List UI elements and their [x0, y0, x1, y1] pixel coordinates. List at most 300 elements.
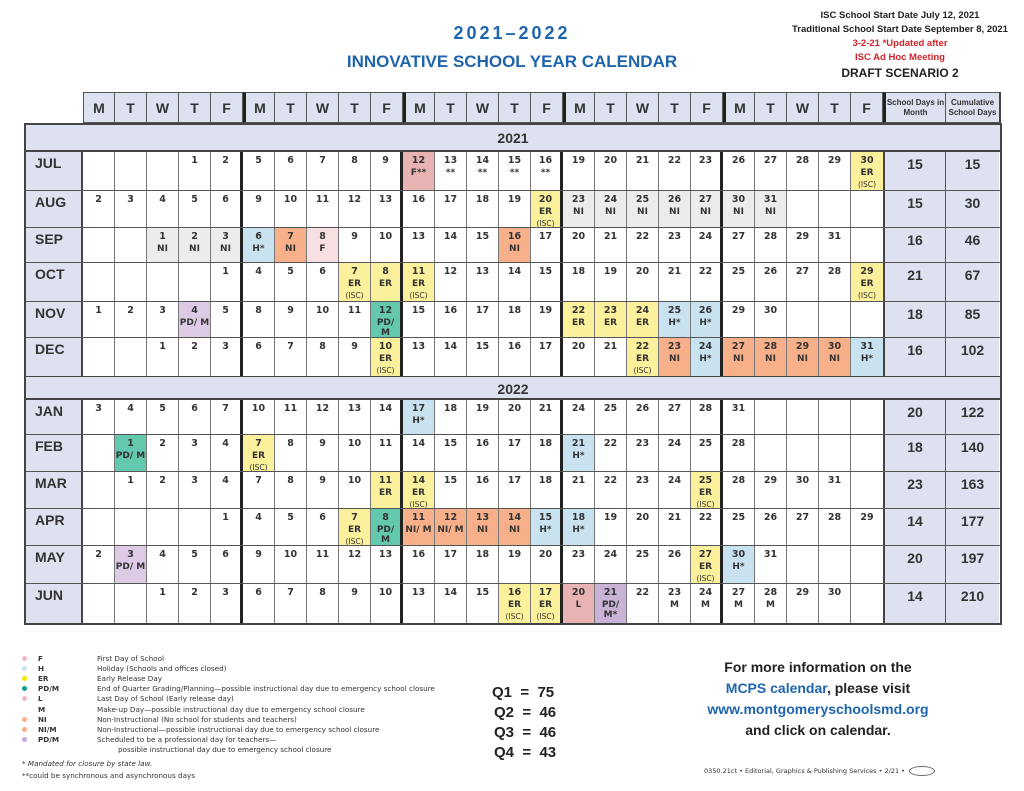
day-number: 21: [667, 266, 682, 277]
empty-cell: [115, 584, 147, 623]
school-days-count: 18: [883, 435, 946, 471]
day-number: 15: [538, 266, 553, 277]
day-code: NI: [637, 207, 648, 217]
day-cell: [531, 584, 563, 623]
day-number: 14: [411, 438, 426, 449]
day-cell: [659, 584, 691, 623]
day-number: 20: [571, 341, 586, 352]
day-number: 11: [347, 305, 362, 316]
day-cell: [723, 400, 755, 434]
day-cell: [627, 546, 659, 583]
day-number: 12: [411, 155, 426, 166]
day-cell: [723, 509, 755, 545]
legend-dot-icon: [22, 656, 27, 661]
weekday-header: T: [179, 92, 211, 123]
day-number: 13: [411, 341, 426, 352]
day-cell: [723, 472, 755, 508]
traditional-start-note: Traditional School Start Date September 8, 2021: [792, 24, 1008, 35]
day-number: 7: [351, 512, 358, 523]
day-number: 28: [827, 512, 842, 523]
day-number: 3: [191, 475, 198, 486]
day-number: 29: [827, 155, 842, 166]
day-cell: [819, 152, 851, 190]
day-number: 8: [319, 587, 326, 598]
day-cell: [147, 546, 179, 583]
empty-cell: [851, 546, 883, 583]
day-number: 25: [698, 475, 713, 486]
cumulative-count: 67: [946, 263, 999, 301]
empty-cell: [787, 435, 819, 471]
school-days-count: 18: [883, 302, 946, 337]
day-number: 4: [159, 549, 166, 560]
day-number: 5: [159, 403, 166, 414]
day-code: PD/ M: [115, 562, 146, 572]
weekday-header: W: [467, 92, 499, 123]
day-code: ER: [635, 318, 650, 328]
month-label: OCT: [26, 263, 83, 301]
day-number: 19: [475, 403, 490, 414]
day-code: NI: [669, 207, 680, 217]
day-cell: [307, 338, 339, 376]
empty-cell: [115, 263, 147, 301]
day-number: 18: [538, 475, 553, 486]
day-number: 25: [603, 403, 618, 414]
day-number: 6: [255, 587, 262, 598]
empty-cell: [83, 263, 115, 301]
day-cell: [243, 338, 275, 376]
footnote-mandated: * Mandated for closure by state law.: [22, 758, 153, 768]
day-code: **: [445, 168, 456, 178]
legend-item: [22, 694, 435, 704]
day-number: 30: [731, 549, 746, 560]
day-number: 18: [538, 438, 553, 449]
day-number: 9: [255, 194, 262, 205]
legend-dot-icon: [22, 666, 27, 671]
day-cell: [563, 152, 595, 190]
day-cell: [691, 228, 723, 262]
day-code: NI/ M: [405, 525, 432, 535]
empty-cell: [851, 584, 883, 623]
legend-item: [22, 663, 435, 673]
day-number: 10: [251, 403, 266, 414]
day-cell: [691, 191, 723, 227]
day-cell: [307, 400, 339, 434]
day-code: L: [575, 600, 582, 610]
day-number: 14: [507, 266, 522, 277]
day-number: 10: [347, 475, 362, 486]
day-number: 15: [443, 438, 458, 449]
day-number: 25: [731, 266, 746, 277]
day-number: 6: [287, 155, 294, 166]
empty-cell: [819, 400, 851, 434]
month-label: FEB: [26, 435, 83, 471]
day-cell: [403, 472, 435, 508]
day-cell: [275, 472, 307, 508]
day-number: 13: [443, 155, 458, 166]
day-number: 1: [222, 266, 229, 277]
day-cell: [467, 400, 499, 434]
day-cell: [435, 302, 467, 337]
day-number: 2: [191, 341, 198, 352]
day-number: 21: [571, 475, 586, 486]
day-number: 18: [475, 194, 490, 205]
day-code: NI: [733, 354, 744, 364]
day-number: 1: [95, 305, 102, 316]
day-number: 10: [378, 341, 393, 352]
day-code: NI: [829, 354, 840, 364]
day-number: 28: [763, 231, 778, 242]
isc-note: (ISC): [345, 291, 364, 300]
day-cell: [115, 435, 147, 471]
day-cell: [531, 472, 563, 508]
day-cell: [243, 472, 275, 508]
day-cell: [819, 472, 851, 508]
legend-text: Last Day of School (Early release day): [97, 694, 234, 704]
day-number: 14: [475, 155, 490, 166]
day-cell: [307, 472, 339, 508]
day-number: 9: [351, 341, 358, 352]
day-number: 27: [795, 512, 810, 523]
empty-cell: [179, 509, 211, 545]
info-line2-rest: , please visit: [826, 680, 911, 696]
credit-line: [704, 766, 935, 776]
day-number: 19: [603, 512, 618, 523]
day-code: H*: [412, 416, 425, 426]
legend-text: Non-Instructional—possible instructional day due to emergency school closure: [97, 724, 380, 734]
day-number: 18: [571, 266, 586, 277]
day-cell: [83, 302, 115, 337]
day-number: 17: [507, 438, 522, 449]
weekday-header: T: [115, 92, 147, 123]
day-cell: [755, 263, 787, 301]
empty-cell: [851, 228, 883, 262]
day-cell: [403, 191, 435, 227]
calendar-body: [24, 123, 1002, 625]
day-number: 23: [635, 475, 650, 486]
day-number: 17: [538, 587, 553, 598]
day-number: 25: [635, 549, 650, 560]
legend-text: End of Quarter Grading/Planning—possible instructional day due to emergency school closure: [97, 684, 435, 694]
day-number: 29: [860, 266, 874, 277]
day-number: 13: [378, 549, 393, 560]
day-cell: [179, 191, 211, 227]
day-code: NI: [573, 207, 584, 217]
day-cell: [179, 472, 211, 508]
day-cell: [499, 509, 531, 545]
day-number: 8: [287, 475, 294, 486]
day-number: 15: [443, 475, 458, 486]
day-code: ER: [538, 207, 553, 217]
day-number: 11: [378, 438, 393, 449]
day-number: 5: [222, 305, 229, 316]
legend-item: [22, 714, 435, 724]
day-cell: [499, 472, 531, 508]
day-number: 9: [287, 305, 294, 316]
legend-dot-icon: [22, 737, 27, 742]
day-number: 28: [731, 438, 746, 449]
day-cell: [595, 400, 627, 434]
isc-note: (ISC): [536, 219, 555, 228]
day-cell: [563, 400, 595, 434]
day-cell: [563, 338, 595, 376]
day-number: 1: [222, 512, 229, 523]
day-code: **: [540, 168, 551, 178]
day-code: ER: [378, 354, 393, 364]
weekday-header: F: [531, 92, 563, 123]
day-number: 24: [667, 438, 682, 449]
day-code: **: [509, 168, 520, 178]
day-number: 13: [475, 266, 490, 277]
day-cell: [371, 228, 403, 262]
day-number: 29: [860, 512, 874, 523]
day-cell: [211, 302, 243, 337]
day-number: 26: [698, 305, 713, 316]
day-code: NI: [509, 525, 520, 535]
day-number: 27: [698, 549, 713, 560]
day-cell: [531, 263, 563, 301]
weekday-header: W: [787, 92, 819, 123]
empty-cell: [851, 435, 883, 471]
weekday-header: W: [307, 92, 339, 123]
legend-continuation: possible instructional day due to emergency school closure: [118, 744, 332, 754]
day-number: 4: [255, 266, 262, 277]
day-cell: [659, 263, 691, 301]
day-number: 31: [731, 403, 746, 414]
day-cell: [147, 191, 179, 227]
school-days-count: 21: [883, 263, 946, 301]
day-number: 25: [698, 438, 713, 449]
day-number: 1: [159, 341, 166, 352]
day-number: 23: [635, 438, 650, 449]
empty-cell: [83, 338, 115, 376]
day-cell: [435, 228, 467, 262]
day-cell: [627, 435, 659, 471]
day-cell: [83, 400, 115, 434]
day-cell: [403, 302, 435, 337]
empty-cell: [819, 546, 851, 583]
school-days-count: 15: [883, 152, 946, 190]
day-number: 19: [507, 194, 522, 205]
day-number: 16: [507, 341, 522, 352]
day-code: M: [734, 600, 743, 610]
day-cell: [339, 400, 371, 434]
day-cell: [339, 546, 371, 583]
day-cell: [403, 435, 435, 471]
day-number: 13: [378, 194, 393, 205]
year-band-2022: 2022: [26, 376, 1000, 400]
month-label: MAR: [26, 472, 83, 508]
day-cell: [755, 546, 787, 583]
day-code: ER: [507, 600, 522, 610]
legend-code: NI: [38, 714, 47, 724]
day-cell: [211, 152, 243, 190]
day-number: 23: [667, 231, 682, 242]
cumulative-count: 102: [946, 338, 999, 376]
day-code: ER: [411, 488, 426, 498]
day-number: 20: [603, 155, 618, 166]
day-number: 7: [222, 403, 229, 414]
day-cell: [435, 338, 467, 376]
day-cell: [243, 546, 275, 583]
month-label: JAN: [26, 400, 83, 434]
isc-start-note: ISC School Start Date July 12, 2021: [820, 10, 980, 21]
empty-cell: [787, 302, 819, 337]
day-number: 5: [287, 512, 294, 523]
day-cell: [211, 263, 243, 301]
day-number: 13: [411, 231, 426, 242]
day-cell: [659, 338, 691, 376]
empty-cell: [787, 400, 819, 434]
day-cell: [467, 546, 499, 583]
day-code: ER: [538, 600, 553, 610]
day-number: 12: [347, 194, 362, 205]
website-link[interactable]: www.montgomeryschoolsmd.org: [707, 701, 929, 717]
day-cell: [595, 509, 627, 545]
day-cell: [531, 400, 563, 434]
day-number: 27: [667, 403, 682, 414]
legend-text: First Day of School: [97, 653, 164, 663]
day-number: 27: [795, 266, 810, 277]
day-cell: [403, 152, 435, 190]
day-number: 10: [283, 194, 298, 205]
day-number: 7: [287, 341, 294, 352]
day-code: ER: [378, 488, 393, 498]
draft-label: DRAFT SCENARIO 2: [841, 66, 959, 80]
day-number: 24: [698, 341, 713, 352]
day-number: 22: [698, 266, 713, 277]
day-number: 25: [635, 194, 650, 205]
month-row-sep: [26, 228, 1000, 263]
empty-cell: [147, 152, 179, 190]
day-cell: [659, 472, 691, 508]
day-number: 6: [255, 341, 262, 352]
day-cell: [435, 435, 467, 471]
empty-cell: [851, 302, 883, 337]
empty-cell: [819, 191, 851, 227]
legend: [22, 653, 435, 780]
day-number: 9: [319, 475, 326, 486]
day-cell: [755, 191, 787, 227]
info-line1: For more information on the: [724, 659, 912, 675]
day-cell: [627, 584, 659, 623]
day-number: 23: [603, 305, 618, 316]
day-number: 15: [538, 512, 553, 523]
day-cell: [243, 435, 275, 471]
day-cell: [275, 302, 307, 337]
day-number: 30: [731, 194, 746, 205]
month-label: JUL: [26, 152, 83, 190]
day-cell: [659, 228, 691, 262]
day-cell: [595, 338, 627, 376]
day-cell: [499, 152, 531, 190]
day-cell: [307, 263, 339, 301]
day-number: 4: [222, 438, 229, 449]
day-cell: [339, 509, 371, 545]
day-number: 20: [507, 403, 522, 414]
day-number: 28: [795, 155, 810, 166]
day-cell: [179, 302, 211, 337]
day-cell: [403, 263, 435, 301]
day-number: 20: [635, 512, 650, 523]
day-cell: [403, 228, 435, 262]
day-cell: [787, 152, 819, 190]
day-number: 16: [475, 438, 490, 449]
day-number: 2: [191, 231, 198, 242]
day-cell: [467, 472, 499, 508]
day-cell: [467, 509, 499, 545]
day-number: 6: [222, 549, 229, 560]
day-cell: [627, 338, 659, 376]
day-number: 22: [635, 587, 650, 598]
legend-dot-icon: [22, 727, 27, 732]
day-number: 1: [159, 231, 166, 242]
weekday-header: T: [819, 92, 851, 123]
day-number: 3: [159, 305, 166, 316]
day-number: 16: [507, 587, 522, 598]
quarter-2: Q2 = 46: [494, 704, 557, 721]
day-number: 12: [443, 266, 458, 277]
day-cell: [115, 546, 147, 583]
day-number: 8: [382, 266, 389, 277]
day-cell: [787, 338, 819, 376]
day-cell: [531, 302, 563, 337]
month-label: DEC: [26, 338, 83, 376]
cumulative-header: Cumulative School Days: [946, 92, 1001, 123]
day-code: H*: [572, 525, 585, 535]
isc-note: (ISC): [345, 537, 364, 546]
day-code: PD/ M: [376, 318, 395, 338]
mcps-calendar-link[interactable]: MCPS calendar: [725, 680, 827, 696]
day-cell: [435, 584, 467, 623]
day-cell: [531, 338, 563, 376]
day-code: NI: [669, 354, 680, 364]
day-cell: [659, 400, 691, 434]
day-number: 3: [127, 549, 134, 560]
day-code: H*: [668, 318, 681, 328]
day-number: 27: [731, 341, 746, 352]
legend-code: NI/M: [38, 724, 57, 734]
weekday-header: F: [371, 92, 403, 123]
day-cell: [499, 338, 531, 376]
day-cell: [659, 509, 691, 545]
day-code: NI: [733, 207, 744, 217]
day-cell: [339, 152, 371, 190]
quarter-totals: [492, 683, 556, 763]
day-cell: [371, 302, 403, 337]
day-number: 19: [603, 266, 618, 277]
day-cell: [339, 435, 371, 471]
day-cell: [147, 472, 179, 508]
day-cell: [563, 302, 595, 337]
month-label: AUG: [26, 191, 83, 227]
day-number: 11: [315, 549, 330, 560]
day-number: 9: [351, 587, 358, 598]
day-number: 5: [191, 549, 198, 560]
day-cell: [307, 228, 339, 262]
day-cell: [595, 302, 627, 337]
day-number: 28: [763, 341, 778, 352]
day-cell: [563, 584, 595, 623]
empty-cell: [787, 546, 819, 583]
cumulative-count: 122: [946, 400, 999, 434]
day-cell: [851, 152, 883, 190]
quarter-4: Q4 = 43: [494, 744, 557, 761]
isc-note: (ISC): [376, 366, 395, 375]
day-cell: [819, 228, 851, 262]
school-days-count: 14: [883, 509, 946, 545]
day-cell: [211, 509, 243, 545]
day-cell: [403, 509, 435, 545]
